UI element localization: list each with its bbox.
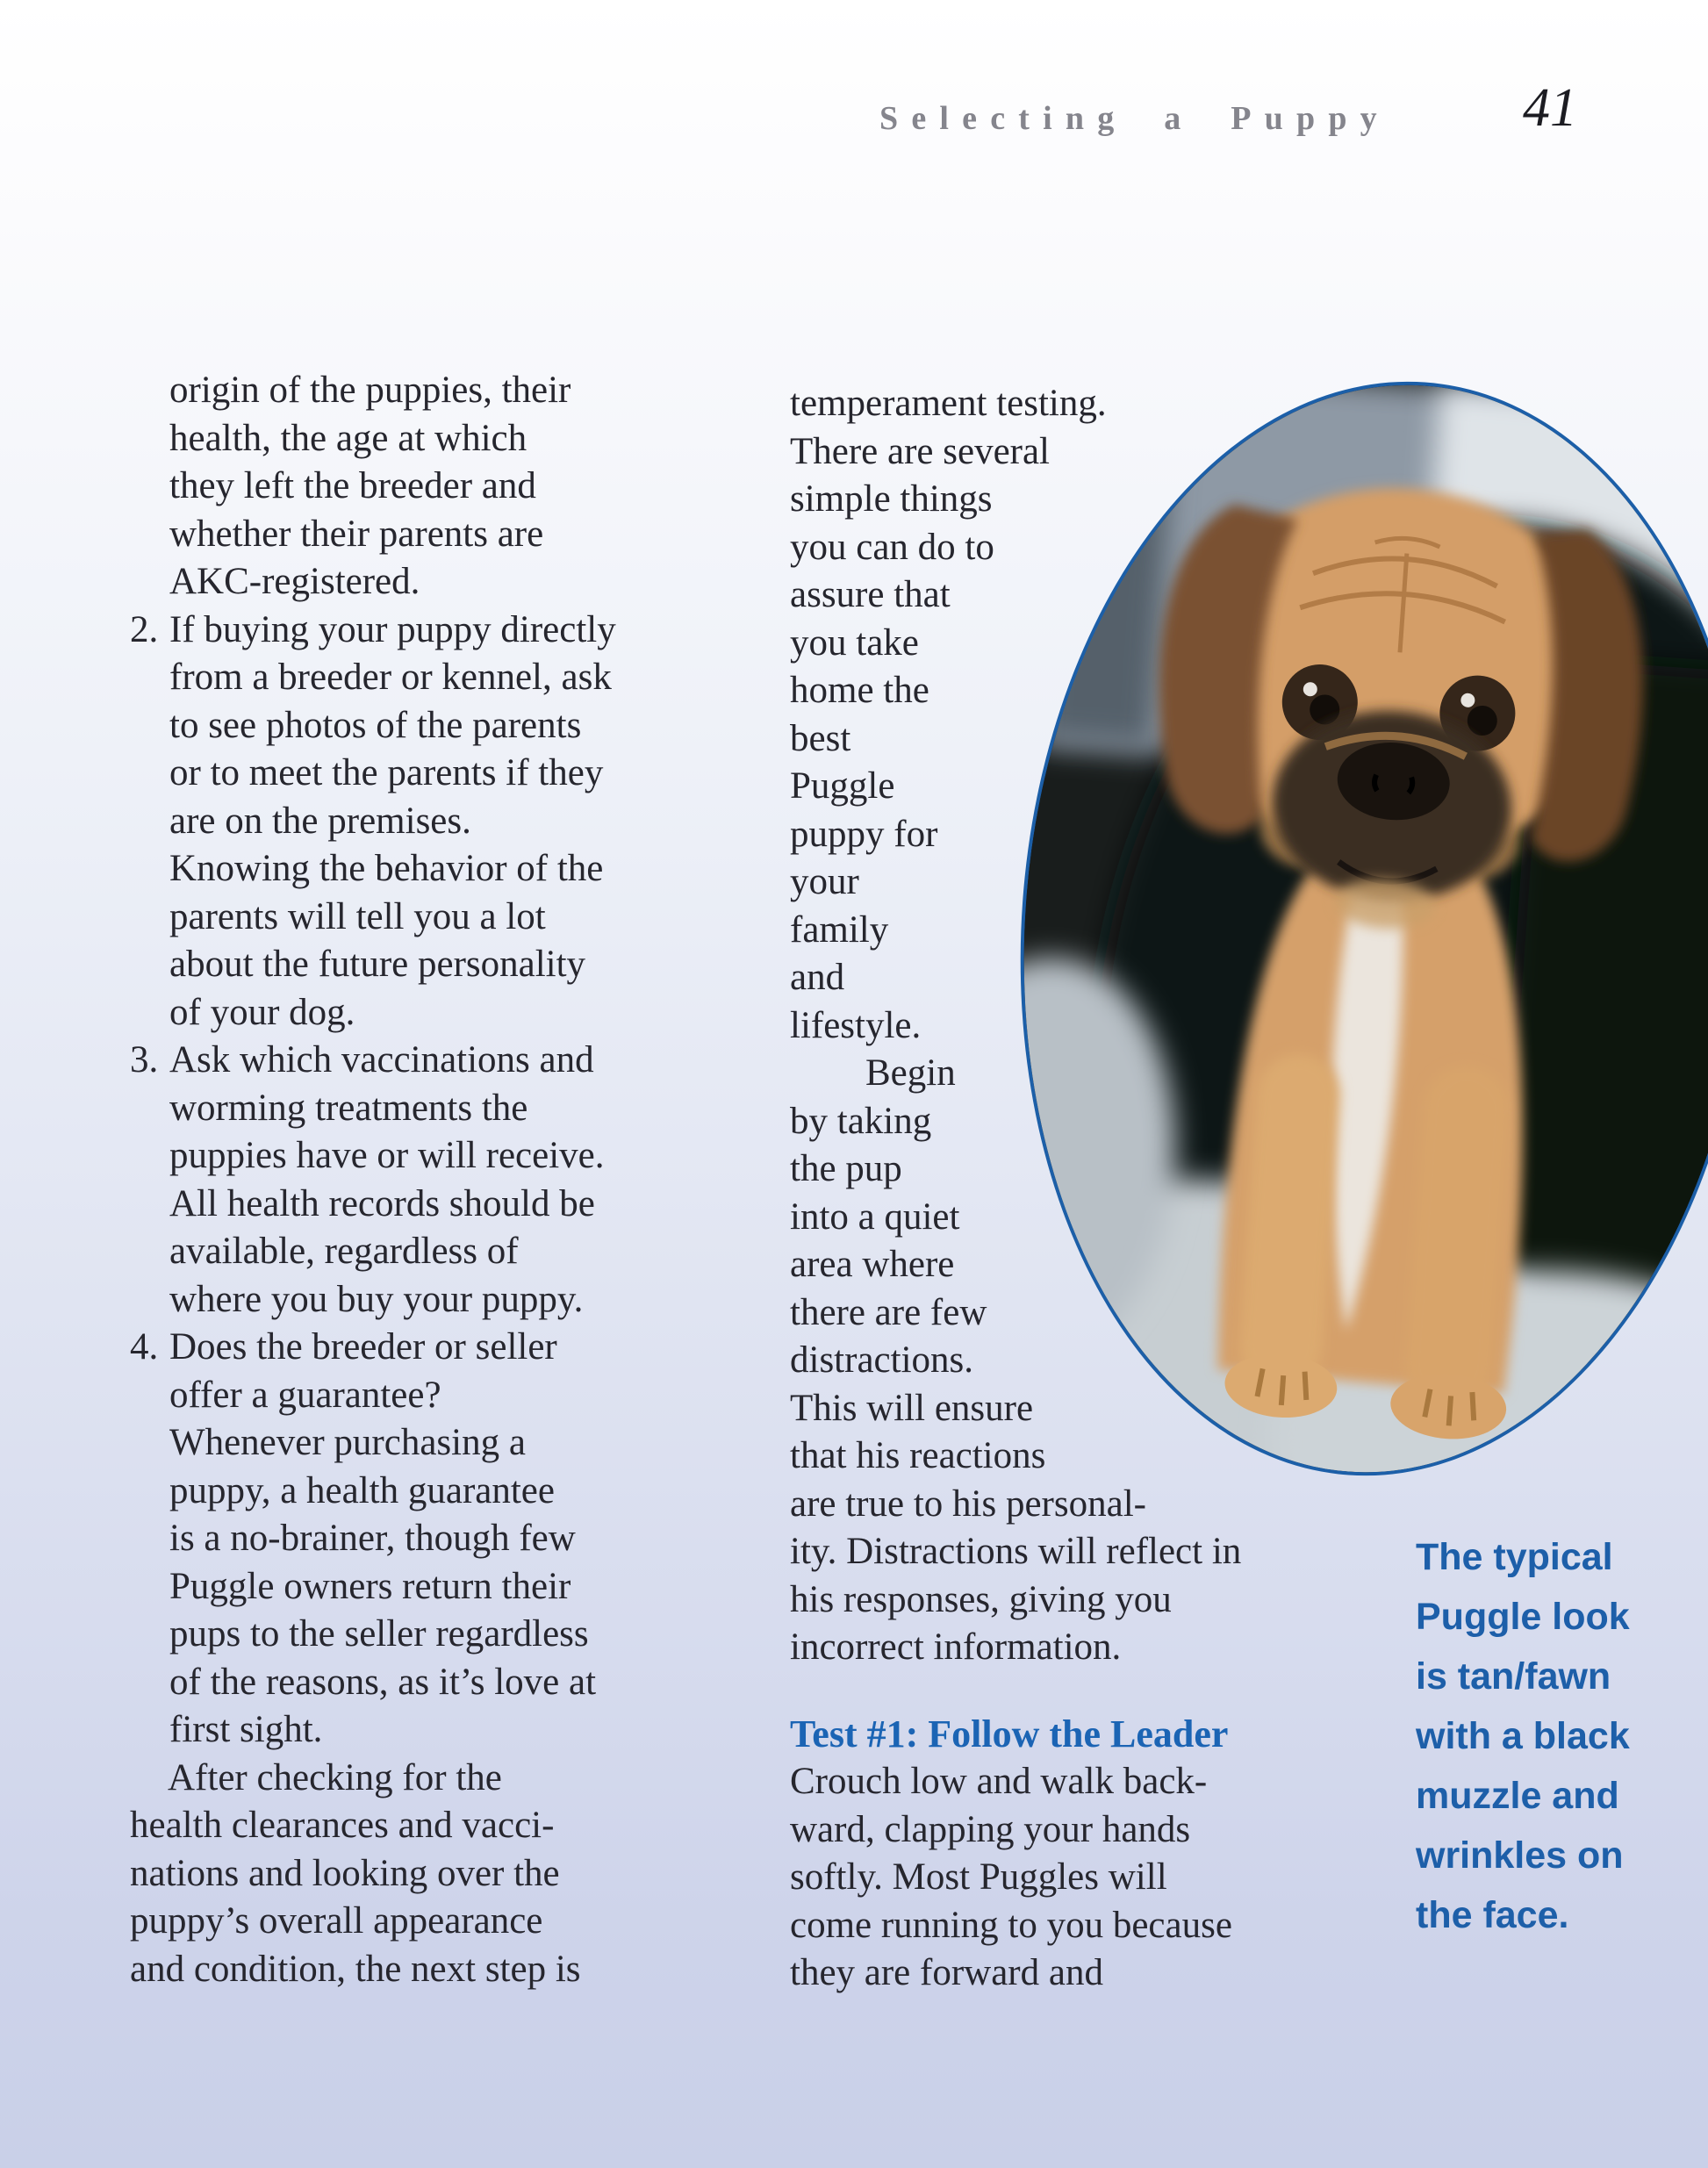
item-number: 3. (130, 1039, 159, 1080)
left-column (130, 367, 762, 1993)
item-number: 2. (130, 608, 159, 650)
checklist-item-4 (130, 1324, 762, 1755)
item-text: If buying your puppy directly from a breeder or kennel, ask to see photos of the parents or to meet the parents if they are on the premises. Knowing the behavior of the parents will tell you a lot about the future personality of your dog. (169, 608, 616, 1033)
test-heading: Test #1: Follow the Leader (790, 1712, 1229, 1755)
right-column (790, 380, 1404, 1998)
photo-caption: The typical Puggle look is tan/fawn with a black muzzle and wrinkles on the face. (1416, 1536, 1630, 1936)
begin-paragraph: Begin by taking the pup into a quiet area where there are few distractions. This will ensure that his reactions are true to his personal- ity. Distractions will reflect in his responses, giving you incorrect information. (790, 1052, 1242, 1668)
checklist-item-2 (130, 607, 762, 1037)
running-head-title: Selecting a Puppy (879, 100, 1390, 137)
item-number: 4. (130, 1326, 159, 1368)
item1-continuation-paragraph: origin of the puppies, their health, the age at which they left the breeder and whether their parents are AKC-registered. (169, 370, 571, 602)
test-paragraph: Crouch low and walk back- ward, clapping your hands softly. Most Puggles will come running to you because they are forward and (790, 1761, 1232, 1993)
temperament-paragraph: temperament testing. There are several simple things you can do to assure that you take home the best Puggle puppy for your family and lifestyle. (790, 383, 1107, 1046)
page-number: 41 (1523, 78, 1577, 138)
item-text: Ask which vaccinations and worming treatments the puppies have or will receive. All health records should be available, regardless of where you buy your puppy. (169, 1039, 605, 1320)
checklist-item-3 (130, 1037, 762, 1324)
item-text: Does the breeder or seller offer a guarantee? Whenever purchasing a puppy, a health guarantee is a no-brainer, though few Puggle owners return their pups to the seller regardless of the reasons, as it’s love at first sight. (169, 1326, 597, 1750)
closing-paragraph: After checking for the health clearances and vacci- nations and looking over the puppy’s overall appearance and condition, the next step is (130, 1756, 581, 1990)
